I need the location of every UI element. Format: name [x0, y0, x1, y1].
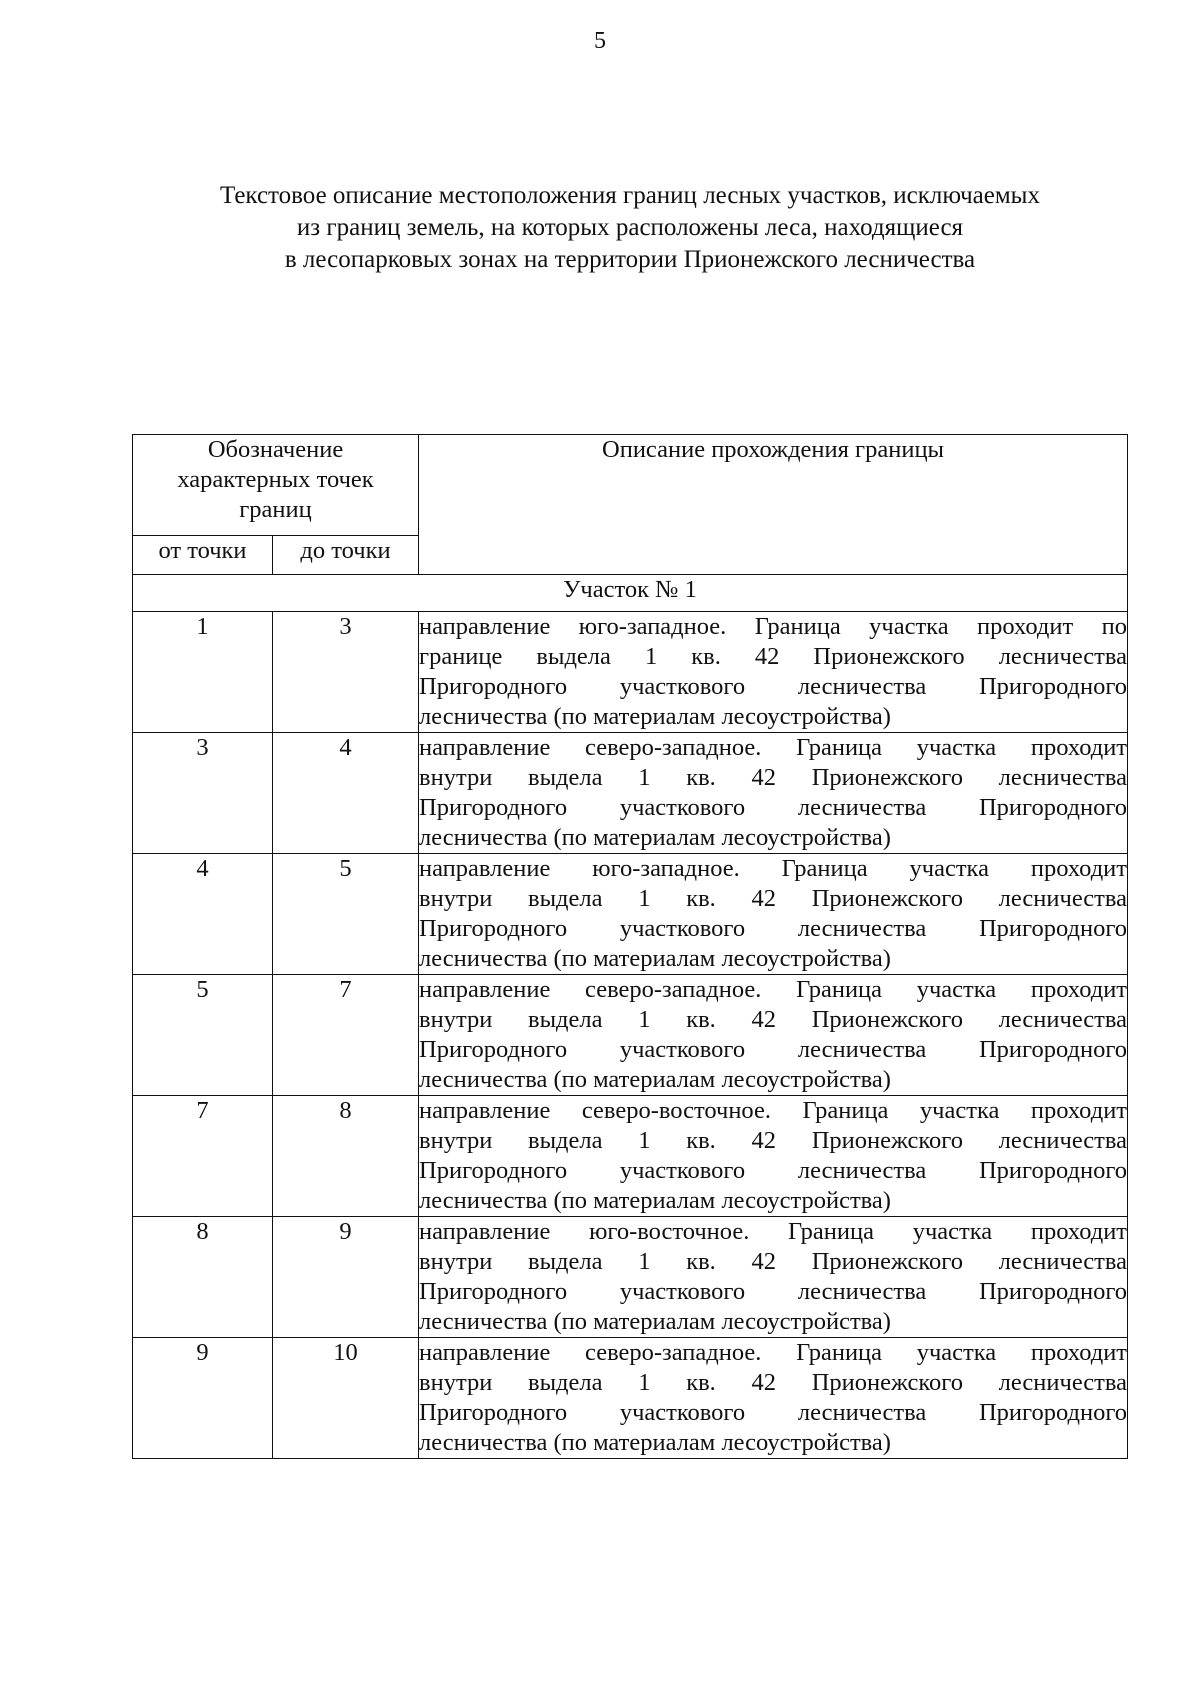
table-row — [133, 612, 1128, 733]
description-line: лесничества (по материалам лесоустройства) — [419, 1066, 891, 1093]
description-line: лесничества (по материалам лесоустройства) — [419, 1187, 891, 1214]
description-line: Пригородного участкового лесничества Пригородного — [419, 1278, 1128, 1305]
from-point-cell: 7 — [133, 1096, 273, 1217]
boundary-table — [132, 434, 1128, 1459]
description-cell — [419, 1217, 1128, 1338]
description-line: лесничества (по материалам лесоустройства) — [419, 703, 891, 730]
description-line: внутри выдела 1 кв. 42 Прионежского лесничества — [419, 1127, 1128, 1154]
description-cell — [419, 1096, 1128, 1217]
table-row — [133, 1096, 1128, 1217]
description-line: внутри выдела 1 кв. 42 Прионежского лесничества — [419, 885, 1128, 912]
table-row — [133, 733, 1128, 854]
description-cell — [419, 733, 1128, 854]
title-line: из границ земель, на которых расположены леса, находящиеся — [296, 214, 964, 241]
header-points — [133, 435, 419, 536]
description-cell — [419, 854, 1128, 975]
description-line: внутри выдела 1 кв. 42 Прионежского лесничества — [419, 1369, 1128, 1396]
description-line: направление северо-западное. Граница участка проходит — [419, 1339, 1128, 1366]
header-points-line: Обозначение — [207, 436, 344, 463]
table-row — [133, 1338, 1128, 1459]
title-line: в лесопарковых зонах на территории Прионежского лесничества — [284, 246, 976, 273]
description-cell — [419, 1338, 1128, 1459]
to-point-cell: 8 — [273, 1096, 419, 1217]
table-row — [133, 854, 1128, 975]
description-line: направление северо-восточное. Граница участка проходит — [419, 1097, 1128, 1124]
description-line: лесничества (по материалам лесоустройства) — [419, 1429, 891, 1456]
description-line: внутри выдела 1 кв. 42 Прионежского лесничества — [419, 764, 1128, 791]
page-number: 5 — [594, 28, 606, 54]
to-point-cell: 10 — [273, 1338, 419, 1459]
description-line: направление юго-восточное. Граница участка проходит — [419, 1218, 1128, 1245]
header-to: до точки — [273, 536, 419, 575]
from-point-cell: 4 — [133, 854, 273, 975]
header-description: Описание прохождения границы — [419, 435, 1128, 575]
table-row — [133, 1217, 1128, 1338]
to-point-cell: 5 — [273, 854, 419, 975]
to-point-cell: 9 — [273, 1217, 419, 1338]
description-line: лесничества (по материалам лесоустройства) — [419, 945, 891, 972]
description-line: Пригородного участкового лесничества Пригородного — [419, 1399, 1128, 1426]
from-point-cell: 5 — [133, 975, 273, 1096]
from-point-cell: 3 — [133, 733, 273, 854]
description-line: лесничества (по материалам лесоустройства) — [419, 824, 891, 851]
description-cell — [419, 975, 1128, 1096]
description-line: внутри выдела 1 кв. 42 Прионежского лесничества — [419, 1248, 1128, 1275]
description-line: направление северо-западное. Граница участка проходит — [419, 734, 1128, 761]
description-cell — [419, 612, 1128, 733]
title-line: Текстовое описание местоположения границ лесных участков, исключаемых — [220, 182, 1040, 209]
header-points-line: границ — [239, 496, 312, 523]
header-from: от точки — [133, 536, 273, 575]
description-line: границе выдела 1 кв. 42 Прионежского лесничества — [419, 643, 1128, 670]
header-points-line: характерных точек — [177, 466, 374, 493]
description-line: внутри выдела 1 кв. 42 Прионежского лесничества — [419, 1006, 1128, 1033]
description-line: направление юго-западное. Граница участка проходит по — [419, 613, 1128, 640]
to-point-cell: 7 — [273, 975, 419, 1096]
description-line: Пригородного участкового лесничества Пригородного — [419, 915, 1128, 942]
description-line: направление юго-западное. Граница участка проходит — [419, 855, 1128, 882]
from-point-cell: 9 — [133, 1338, 273, 1459]
description-line: Пригородного участкового лесничества Пригородного — [419, 673, 1128, 700]
table-row — [133, 975, 1128, 1096]
description-line: Пригородного участкового лесничества Пригородного — [419, 794, 1128, 821]
to-point-cell: 3 — [273, 612, 419, 733]
to-point-cell: 4 — [273, 733, 419, 854]
from-point-cell: 1 — [133, 612, 273, 733]
document-title — [100, 180, 1160, 276]
description-line: Пригородного участкового лесничества Пригородного — [419, 1036, 1128, 1063]
description-line: лесничества (по материалам лесоустройства) — [419, 1308, 891, 1335]
description-line: Пригородного участкового лесничества Пригородного — [419, 1157, 1128, 1184]
from-point-cell: 8 — [133, 1217, 273, 1338]
description-line: направление северо-западное. Граница участка проходит — [419, 976, 1128, 1003]
section-label: Участок № 1 — [133, 575, 1128, 612]
